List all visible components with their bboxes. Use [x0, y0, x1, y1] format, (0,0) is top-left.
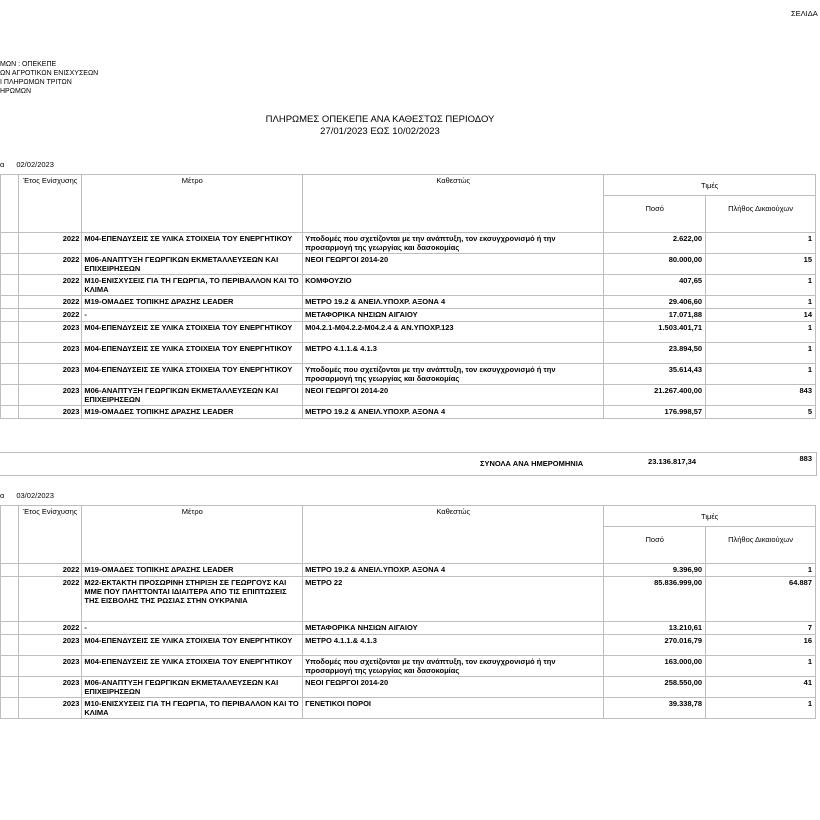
header-values: Τιμές [604, 506, 816, 527]
cell-scheme: ΜΕΤΑΦΟΡΙΚΑ ΝΗΣΙΩΝ ΑΙΓΑΙΟΥ [303, 309, 604, 322]
cell-measure: - [82, 309, 303, 322]
cell-scheme: ΜΕΤΡΟ 19.2 & ΑΝΕΙΛ.ΥΠΟΧΡ. ΑΞΟΝΑ 4 [303, 296, 604, 309]
cell-scheme: ΜΕΤΡΟ 4.1.1.& 4.1.3 [303, 635, 604, 656]
cell-scheme: ΝΕΟΙ ΓΕΩΡΓΟΙ 2014-20 [303, 385, 604, 406]
row-spacer [1, 322, 19, 343]
cell-measure: Μ04-ΕΠΕΝΔΥΣΕΙΣ ΣΕ ΥΛΙΚΑ ΣΤΟΙΧΕΙΑ ΤΟΥ ΕΝΕΡΓΗΤΙΚΟΥ [82, 343, 303, 364]
cell-scheme: ΝΕΟΙ ΓΕΩΡΓΟΙ 2014-20 [303, 677, 604, 698]
table-row [1, 254, 816, 275]
row-spacer [1, 656, 19, 677]
table-row [1, 564, 816, 577]
payments-table-2 [0, 505, 820, 719]
cell-count: 15 [706, 254, 816, 275]
org-line-1: ΜΩΝ : ΟΠΕΚΕΠΕ [0, 61, 57, 68]
table-row [1, 656, 816, 677]
cell-measure: Μ19-ΟΜΑΔΕΣ ΤΟΠΙΚΗΣ ΔΡΑΣΗΣ LEADER [82, 296, 303, 309]
table-header-row [1, 506, 816, 527]
cell-year: 2023 [19, 406, 82, 419]
cell-measure: Μ10-ΕΝΙΣΧΥΣΕΙΣ ΓΙΑ ΤΗ ΓΕΩΡΓΙΑ, ΤΟ ΠΕΡΙΒΑΛΛΟΝ ΚΑΙ ΤΟ ΚΛΙΜΑ [82, 698, 303, 719]
header-amount: Ποσό [604, 527, 706, 564]
cell-scheme: ΜΕΤΡΟ 19.2 & ΑΝΕΙΛ.ΥΠΟΧΡ. ΑΞΟΝΑ 4 [303, 406, 604, 419]
totals-count: 883 [799, 454, 812, 463]
cell-measure: Μ19-ΟΜΑΔΕΣ ΤΟΠΙΚΗΣ ΔΡΑΣΗΣ LEADER [82, 406, 303, 419]
table-row [1, 698, 816, 719]
cell-amount: 17.071,88 [604, 309, 706, 322]
cell-year: 2023 [19, 635, 82, 656]
header-beneficiaries: Πλήθος Δικαιούχων [706, 196, 816, 233]
row-spacer [1, 364, 19, 385]
date-header-value: 03/02/2023 [16, 491, 54, 500]
header-measure: Μέτρο [82, 175, 303, 233]
cell-amount: 176.998,57 [604, 406, 706, 419]
table-row [1, 364, 816, 385]
report-title: ΠΛΗΡΩΜΕΣ ΟΠΕΚΕΠΕ ΑΝΑ ΚΑΘΕΣΤΩΣ ΠΕΡΙΟΔΟΥ [265, 114, 495, 125]
cell-scheme: Μ04.2.1-Μ04.2.2-Μ04.2.4 & ΑΝ.ΥΠΟΧΡ.123 [303, 322, 604, 343]
cell-measure: Μ04-ΕΠΕΝΔΥΣΕΙΣ ΣΕ ΥΛΙΚΑ ΣΤΟΙΧΕΙΑ ΤΟΥ ΕΝΕΡΓΗΤΙΚΟΥ [82, 364, 303, 385]
cell-count: 41 [706, 677, 816, 698]
table-row [1, 577, 816, 622]
cell-amount: 13.210,61 [604, 622, 706, 635]
table-row [1, 233, 816, 254]
cell-year: 2023 [19, 698, 82, 719]
table-row [1, 677, 816, 698]
cell-year: 2022 [19, 233, 82, 254]
cell-count: 1 [706, 296, 816, 309]
cell-year: 2023 [19, 322, 82, 343]
org-line-4: ΗΡΩΜΩΝ [0, 88, 32, 95]
cell-measure: Μ04-ΕΠΕΝΔΥΣΕΙΣ ΣΕ ΥΛΙΚΑ ΣΤΟΙΧΕΙΑ ΤΟΥ ΕΝΕΡΓΗΤΙΚΟΥ [82, 322, 303, 343]
table-row [1, 635, 816, 656]
cell-scheme: ΜΕΤΡΟ 4.1.1.& 4.1.3 [303, 343, 604, 364]
date-header-2 [0, 491, 54, 500]
cell-measure: Μ06-ΑΝΑΠΤΥΞΗ ΓΕΩΡΓΙΚΩΝ ΕΚΜΕΤΑΛΛΕΥΣΕΩΝ ΚΑΙ ΕΠΙΧΕΙΡΗΣΕΩΝ [82, 254, 303, 275]
cell-amount: 80.000,00 [604, 254, 706, 275]
row-spacer [1, 698, 19, 719]
header-values: Τιμές [604, 175, 816, 196]
table-row [1, 406, 816, 419]
cell-count: 7 [706, 622, 816, 635]
cell-year: 2022 [19, 254, 82, 275]
cell-count: 1 [706, 364, 816, 385]
cell-measure: Μ06-ΑΝΑΠΤΥΞΗ ΓΕΩΡΓΙΚΩΝ ΕΚΜΕΤΑΛΛΕΥΣΕΩΝ ΚΑΙ ΕΠΙΧΕΙΡΗΣΕΩΝ [82, 385, 303, 406]
cell-year: 2022 [19, 309, 82, 322]
row-spacer [1, 677, 19, 698]
cell-year: 2022 [19, 622, 82, 635]
cell-count: 843 [706, 385, 816, 406]
table-row [1, 385, 816, 406]
org-line-2: ΩΝ ΑΓΡΟΤΙΚΩΝ ΕΝΙΣΧΥΣΕΩΝ [0, 70, 99, 77]
row-spacer [1, 406, 19, 419]
cell-scheme: Υποδομές που σχετίζονται με την ανάπτυξη, τον εκσυγχρονισμό ή την προσαρμογή της γεωργίας και δασοκομίας [303, 656, 604, 677]
cell-scheme: ΜΕΤΡΟ 19.2 & ΑΝΕΙΛ.ΥΠΟΧΡ. ΑΞΟΝΑ 4 [303, 564, 604, 577]
row-spacer [1, 309, 19, 322]
cell-measure: - [82, 622, 303, 635]
header-year: Έτος Ενίσχυσης [19, 506, 82, 564]
cell-scheme: ΝΕΟΙ ΓΕΩΡΓΟΙ 2014-20 [303, 254, 604, 275]
totals-amount: 23.136.817,34 [648, 457, 696, 466]
header-measure: Μέτρο [82, 506, 303, 564]
row-spacer [1, 296, 19, 309]
header-scheme: Καθεστώς [303, 175, 604, 233]
row-spacer [1, 275, 19, 296]
row-spacer [1, 254, 19, 275]
table-row [1, 296, 816, 309]
row-spacer [1, 233, 19, 254]
cell-scheme: Υποδομές που σχετίζονται με την ανάπτυξη, τον εκσυγχρονισμό ή την προσαρμογή της γεωργίας και δασοκομίας [303, 233, 604, 254]
cell-year: 2022 [19, 564, 82, 577]
cell-year: 2023 [19, 385, 82, 406]
cell-scheme: ΚΟΜΦΟΥΖΙΟ [303, 275, 604, 296]
header-year: Έτος Ενίσχυσης [19, 175, 82, 233]
cell-measure: Μ04-ΕΠΕΝΔΥΣΕΙΣ ΣΕ ΥΛΙΚΑ ΣΤΟΙΧΕΙΑ ΤΟΥ ΕΝΕΡΓΗΤΙΚΟΥ [82, 656, 303, 677]
payments-table [0, 174, 816, 419]
totals-row [0, 452, 817, 476]
cell-amount: 23.894,50 [604, 343, 706, 364]
cell-scheme: ΓΕΝΕΤΙΚΟΙ ΠΟΡΟΙ [303, 698, 604, 719]
row-spacer [1, 577, 19, 622]
cell-measure: Μ10-ΕΝΙΣΧΥΣΕΙΣ ΓΙΑ ΤΗ ΓΕΩΡΓΙΑ, ΤΟ ΠΕΡΙΒΑΛΛΟΝ ΚΑΙ ΤΟ ΚΛΙΜΑ [82, 275, 303, 296]
totals-label: ΣΥΝΟΛΑ ΑΝΑ ΗΜΕΡΟΜΗΝΙΑ [480, 459, 584, 468]
row-spacer [1, 343, 19, 364]
cell-year: 2022 [19, 296, 82, 309]
payments-table-1 [0, 174, 820, 468]
cell-scheme: Υποδομές που σχετίζονται με την ανάπτυξη, τον εκσυγχρονισμό ή την προσαρμογή της γεωργίας και δασοκομίας [303, 364, 604, 385]
cell-amount: 2.622,00 [604, 233, 706, 254]
cell-count: 14 [706, 309, 816, 322]
cell-amount: 163.000,00 [604, 656, 706, 677]
row-spacer [1, 564, 19, 577]
cell-count: 1 [706, 275, 816, 296]
cell-measure: Μ19-ΟΜΑΔΕΣ ΤΟΠΙΚΗΣ ΔΡΑΣΗΣ LEADER [82, 564, 303, 577]
cell-year: 2023 [19, 656, 82, 677]
cell-measure: Μ04-ΕΠΕΝΔΥΣΕΙΣ ΣΕ ΥΛΙΚΑ ΣΤΟΙΧΕΙΑ ΤΟΥ ΕΝΕΡΓΗΤΙΚΟΥ [82, 635, 303, 656]
cell-amount: 407,65 [604, 275, 706, 296]
cell-count: 16 [706, 635, 816, 656]
date-header-label: α [0, 160, 5, 169]
cell-amount: 35.614,43 [604, 364, 706, 385]
date-header-1 [0, 160, 54, 169]
page-label: ΣΕΛΙΔΑ [791, 9, 818, 18]
table-row [1, 622, 816, 635]
cell-amount: 258.550,00 [604, 677, 706, 698]
cell-amount: 270.016,79 [604, 635, 706, 656]
report-period: 27/01/2023 ΕΩΣ 10/02/2023 [320, 126, 440, 137]
row-spacer [1, 622, 19, 635]
cell-count: 1 [706, 656, 816, 677]
cell-year: 2023 [19, 677, 82, 698]
table-row [1, 275, 816, 296]
row-spacer [1, 635, 19, 656]
cell-count: 1 [706, 343, 816, 364]
cell-year: 2022 [19, 275, 82, 296]
cell-year: 2023 [19, 343, 82, 364]
cell-count: 1 [706, 564, 816, 577]
cell-count: 1 [706, 233, 816, 254]
cell-scheme: ΜΕΤΑΦΟΡΙΚΑ ΝΗΣΙΩΝ ΑΙΓΑΙΟΥ [303, 622, 604, 635]
cell-amount: 85.836.999,00 [604, 577, 706, 622]
header-amount: Ποσό [604, 196, 706, 233]
cell-count: 64.887 [706, 577, 816, 622]
table-row [1, 322, 816, 343]
cell-count: 5 [706, 406, 816, 419]
cell-amount: 1.503.401,71 [604, 322, 706, 343]
header-scheme: Καθεστώς [303, 506, 604, 564]
cell-count: 1 [706, 322, 816, 343]
table-header-row [1, 175, 816, 196]
header-beneficiaries: Πλήθος Δικαιούχων [706, 527, 816, 564]
cell-measure: Μ06-ΑΝΑΠΤΥΞΗ ΓΕΩΡΓΙΚΩΝ ΕΚΜΕΤΑΛΛΕΥΣΕΩΝ ΚΑΙ ΕΠΙΧΕΙΡΗΣΕΩΝ [82, 677, 303, 698]
table-row [1, 343, 816, 364]
cell-amount: 9.396,90 [604, 564, 706, 577]
cell-measure: Μ04-ΕΠΕΝΔΥΣΕΙΣ ΣΕ ΥΛΙΚΑ ΣΤΟΙΧΕΙΑ ΤΟΥ ΕΝΕΡΓΗΤΙΚΟΥ [82, 233, 303, 254]
cell-measure: Μ22-ΕΚΤΑΚΤΗ ΠΡΟΣΩΡΙΝΗ ΣΤΗΡΙΞΗ ΣΕ ΓΕΩΡΓΟΥΣ ΚΑΙ ΜΜΕ ΠΟΥ ΠΛΗΤΤΟΝΤΑΙ ΙΔΙΑΙΤΕΡΑ ΑΠΟ ΤΙΣ ΕΠΙΠΤΩΣΕΙΣ ΤΗΣ ΕΙΣΒΟΛΗΣ ΤΗΣ ΡΩΣΙΑΣ ΣΤΗΝ ΟΥΚΡΑΝΙΑ [82, 577, 303, 622]
row-spacer [1, 385, 19, 406]
date-header-value: 02/02/2023 [16, 160, 54, 169]
cell-amount: 29.406,60 [604, 296, 706, 309]
cell-scheme: ΜΕΤΡΟ 22 [303, 577, 604, 622]
date-header-label: α [0, 491, 5, 500]
org-line-3: Ι ΠΛΗΡΩΜΩΝ ΤΡΙΤΩΝ [0, 79, 72, 86]
cell-year: 2022 [19, 577, 82, 622]
cell-year: 2023 [19, 364, 82, 385]
table-row [1, 309, 816, 322]
cell-amount: 21.267.400,00 [604, 385, 706, 406]
payments-table [0, 505, 816, 719]
cell-count: 1 [706, 698, 816, 719]
cell-amount: 39.338,78 [604, 698, 706, 719]
